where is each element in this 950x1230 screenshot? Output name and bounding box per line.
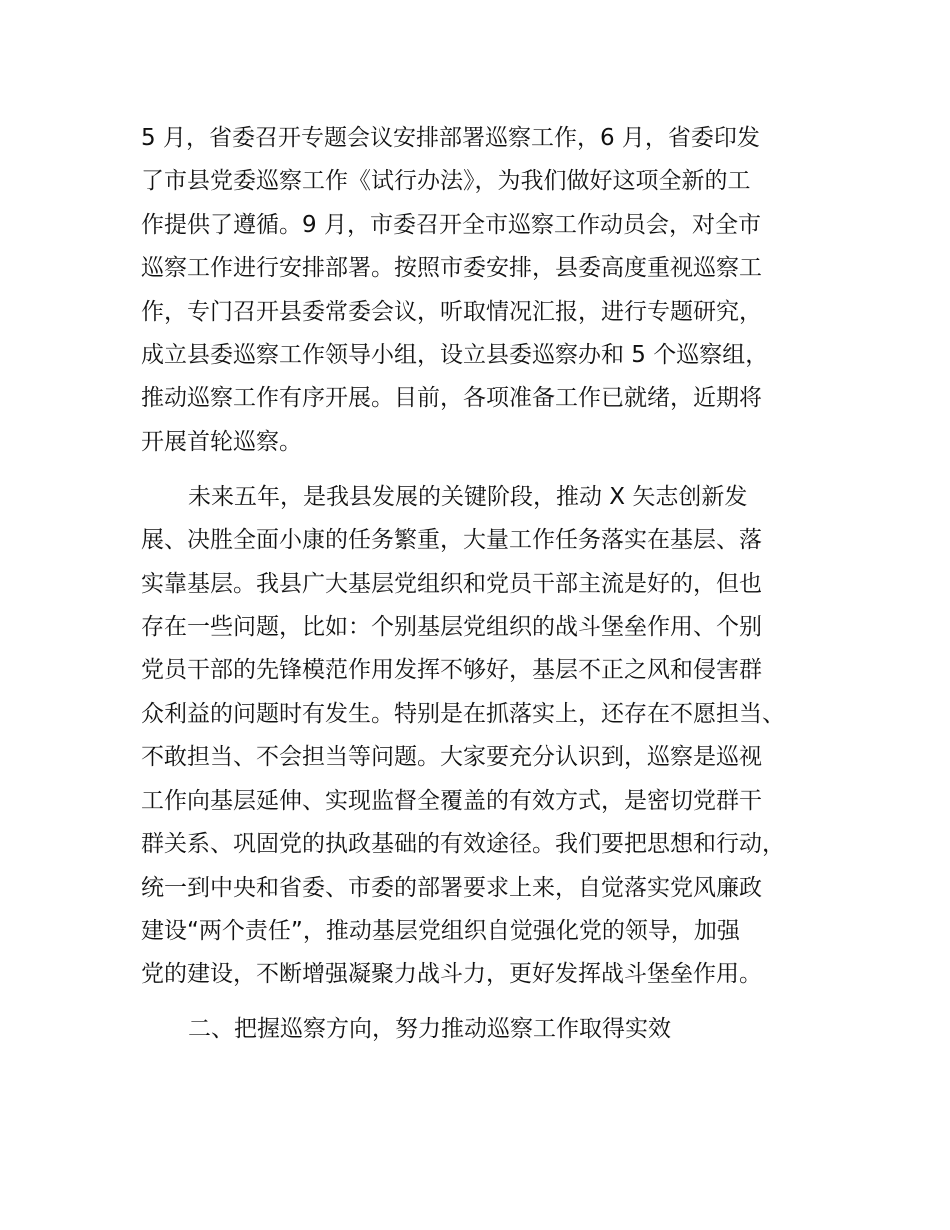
paragraph-1-line-5: 作，专门召开县委常委会议，听取情况汇报，进行专题研究，	[141, 299, 762, 325]
paragraph-1-line-4: 巡察工作进行安排部署。按照市委安排，县委高度重视巡察工	[141, 255, 762, 281]
paragraph-2-line-10: 统一到中央和省委、市委的部署要求上来，自觉落实党风廉政	[141, 875, 762, 901]
paragraph-2-line-7: 不敢担当、不会担当等问题。大家要充分认识到，巡察是巡视	[141, 744, 762, 770]
paragraph-1-line-7: 推动巡察工作有序开展。目前，各项准备工作已就绪，近期将	[141, 385, 762, 411]
paragraph-2-line-1: 未来五年，是我县发展的关键阶段，推动 X 矢志创新发	[188, 484, 748, 510]
paragraph-2-line-4: 存在一些问题，比如：个别基层党组织的战斗堡垒作用、个别	[141, 614, 762, 640]
paragraph-1-line-8: 开展首轮巡察。	[141, 429, 302, 455]
paragraph-2-line-12: 党的建设，不断增强凝聚力战斗力，更好发挥战斗堡垒作用。	[141, 961, 762, 987]
paragraph-1-line-3: 作提供了遵循。9 月，市委召开全市巡察工作动员会，对全市	[141, 212, 761, 238]
paragraph-2-line-2: 展、决胜全面小康的任务繁重，大量工作任务落实在基层、落	[141, 527, 762, 553]
paragraph-2-line-6: 众利益的问题时有发生。特别是在抓落实上，还存在不愿担当、	[141, 701, 785, 727]
paragraph-1-line-1: 5 月，省委召开专题会议安排部署巡察工作，6 月，省委印发	[141, 125, 760, 151]
paragraph-2-line-5: 党员干部的先锋模范作用发挥不够好，基层不正之风和侵害群	[141, 657, 762, 683]
paragraph-1-line-2: 了市县党委巡察工作《试行办法》，为我们做好这项全新的工	[141, 168, 751, 194]
section-heading: 二、把握巡察方向，努力推动巡察工作取得实效	[188, 1016, 671, 1042]
paragraph-2-line-11: 建设“两个责任”，推动基层党组织自觉强化党的领导，加强	[141, 918, 740, 944]
paragraph-2-line-3: 实靠基层。我县广大基层党组织和党员干部主流是好的，但也	[141, 571, 762, 597]
paragraph-1-line-6: 成立县委巡察工作领导小组，设立县委巡察办和 5 个巡察组，	[141, 342, 769, 368]
paragraph-2-line-9: 群关系、巩固党的执政基础的有效途径。我们要把思想和行动，	[141, 831, 785, 857]
paragraph-2-line-8: 工作向基层延伸、实现监督全覆盖的有效方式，是密切党群干	[141, 788, 762, 814]
